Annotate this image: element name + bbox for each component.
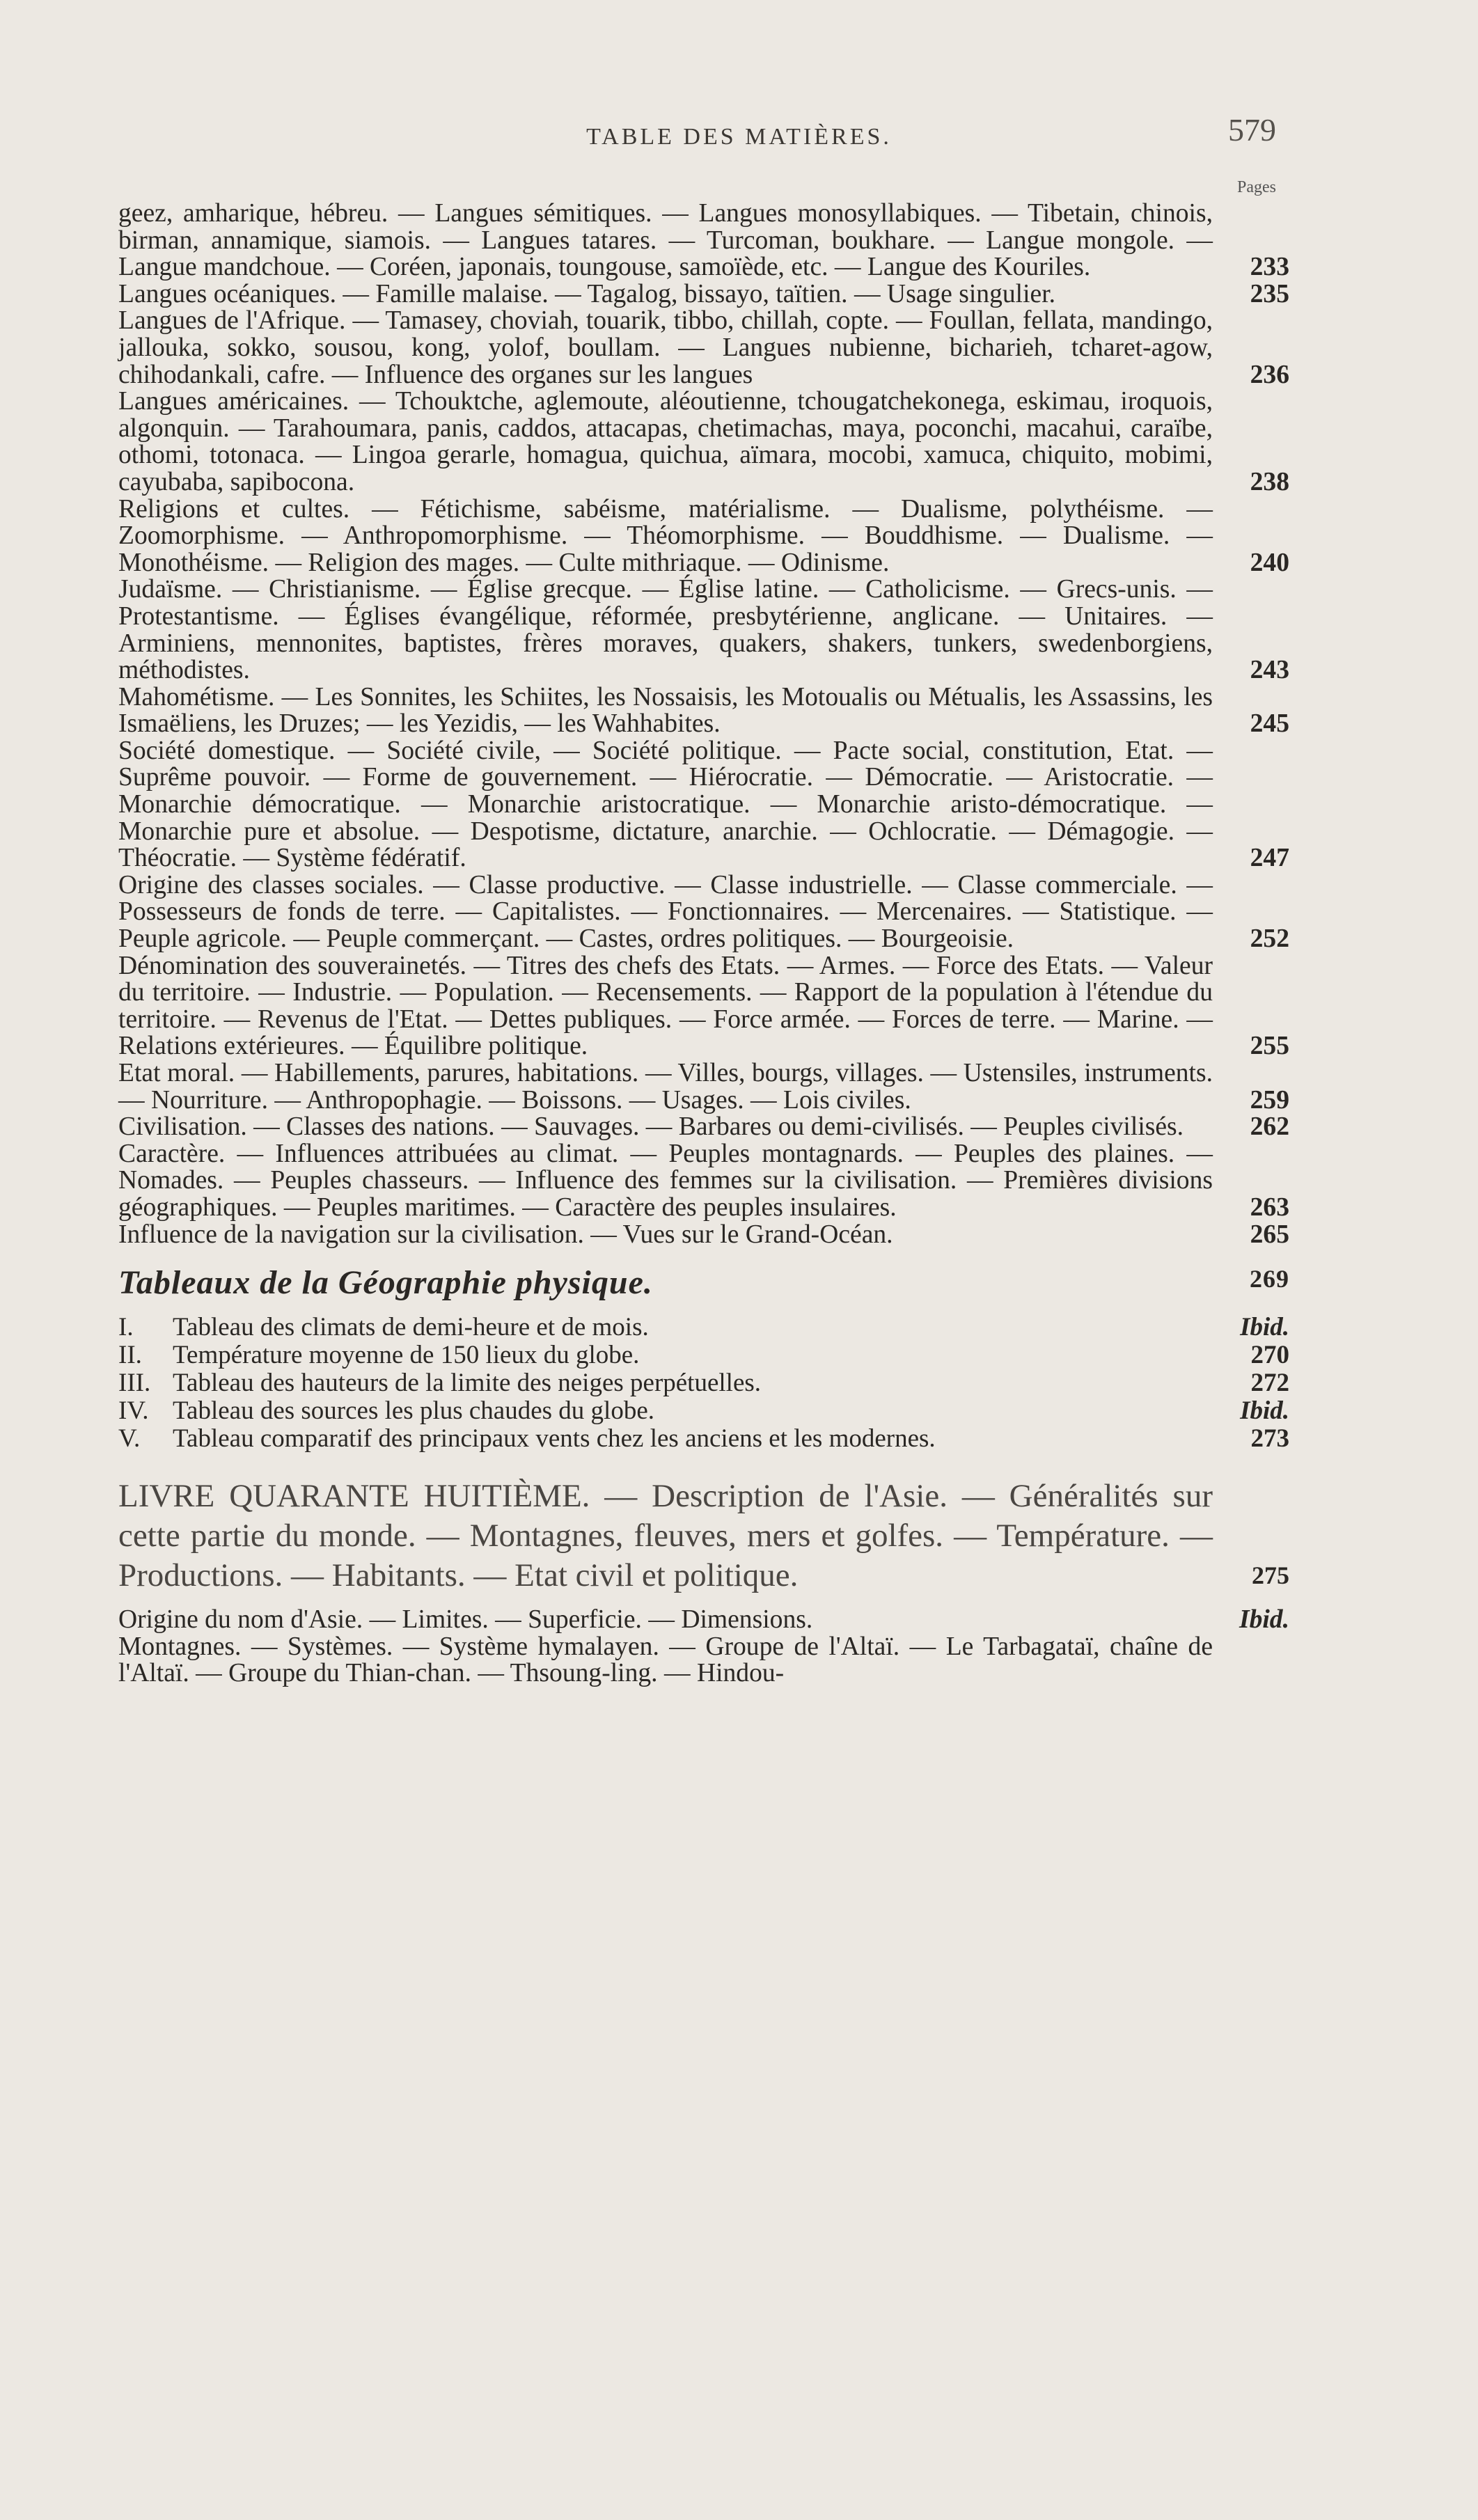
toc-entry: [118, 1222, 1289, 1249]
toc-entry-page: 247: [1250, 844, 1289, 873]
table-page: 270: [1250, 1341, 1289, 1370]
toc-entry-text: Langues océaniques. — Famille malaise. — Tagalog, bissayo, taïtien. — Usage singulier.: [118, 279, 1056, 308]
section-heading: [118, 1263, 1289, 1302]
table-list-item: [118, 1397, 1289, 1425]
table-title: Tableau comparatif des principaux vents chez les anciens et les modernes.: [173, 1424, 936, 1454]
toc-entry-page: Ibid.: [1239, 1605, 1289, 1635]
table-title: Tableau des hauteurs de la limite des neiges perpétuelles.: [173, 1369, 762, 1398]
table-list-item: [118, 1425, 1289, 1453]
toc-entry-text: Judaïsme. — Christianisme. — Église grecque. — Église latine. — Catholicisme. — Grecs-unis. — Protestantisme. — Églises évangélique, réformée, presbytérienne, anglicane. — Unitaires. — Arminiens, mennonites, baptistes, frères moraves, quakers, shakers, tunkers, swedenborgiens, méthodistes.: [118, 575, 1213, 685]
table-list-item: [118, 1341, 1289, 1369]
toc-entry: [118, 496, 1289, 577]
toc-entry: [118, 388, 1289, 496]
toc-entry-page: 263: [1250, 1192, 1289, 1222]
toc-entry: [118, 308, 1289, 388]
toc-entry-text: Origine des classes sociales. — Classe productive. — Classe industrielle. — Classe commerciale. — Possesseurs de fonds de terre. — Capitalistes. — Fonctionnaires. — Mercenaires. — Statistique. — Peuple agricole. — Peuple commerçant. — Castes, ordres politiques. — Bourgeoisie.: [118, 870, 1213, 954]
book-heading: [118, 1476, 1289, 1596]
running-header-title: TABLE DES MATIÈRES.: [586, 124, 892, 150]
table-title: Tableau des sources les plus chaudes du globe.: [173, 1396, 654, 1426]
toc-entry-text: Religions et cultes. — Fétichisme, sabéisme, matérialisme. — Dualisme, polythéisme. — Zoomorphisme. — Anthropomorphisme. — Théomorphisme. — Bouddhisme. — Dualisme. — Monothéisme. — Religion des mages. — Culte mithriaque. — Odinisme.: [118, 494, 1213, 577]
table-of-contents: [118, 200, 1289, 1687]
toc-entry-text: Influence de la navigation sur la civilisation. — Vues sur le Grand-Océan.: [118, 1220, 893, 1249]
toc-entry-page: 245: [1250, 709, 1289, 739]
toc-entry-text: Caractère. — Influences attribuées au climat. — Peuples montagnards. — Peuples des plaines. — Nomades. — Peuples chasseurs. — Influence des femmes sur la civilisation. — Premières divisions géographiques. — Peuples maritimes. — Caractère des peuples insulaires.: [118, 1139, 1213, 1222]
toc-entry-text: geez, amharique, hébreu. — Langues sémitiques. — Langues monosyllabiques. — Tibetain, chinois, birman, annamique, siamois. — Langues tatares. — Turcoman, boukhare. — Langue mongole. — Langue mandchoue. — Coréen, japonais, toungouse, samoïède, etc. — Langue des Kouriles.: [118, 199, 1213, 282]
table-page: 272: [1250, 1369, 1289, 1398]
pages-column-label: Pages: [1237, 178, 1276, 196]
toc-entry-page: 235: [1250, 279, 1289, 308]
table-page: 273: [1250, 1424, 1289, 1454]
table-list-item: [118, 1369, 1289, 1397]
table-page: Ibid.: [1240, 1313, 1289, 1342]
toc-entry-text: Origine du nom d'Asie. — Limites. — Superficie. — Dimensions.: [118, 1605, 813, 1635]
table-numeral: I.: [118, 1313, 134, 1342]
toc-entry: [118, 684, 1289, 738]
toc-entry-text: Société domestique. — Société civile, — Société politique. — Pacte social, constitution, Etat. — Suprême pouvoir. — Forme de gouvernement. — Hiérocratie. — Démocratie. — Aristocratie. — Monarchie démocratique. — Monarchie aristocratique. — Monarchie aristo-démocratique. — Monarchie pure et absolue. — Despotisme, dictature, anarchie. — Ochlocratie. — Démagogie. — Théocratie. — Système fédératif.: [118, 736, 1213, 873]
toc-entry-page: 252: [1250, 924, 1289, 954]
toc-entry-page: 238: [1250, 467, 1289, 496]
toc-entry-text: Montagnes. — Systèmes. — Système hymalayen. — Groupe de l'Altaï. — Le Tarbagataï, chaîne de l'Altaï. — Groupe du Thian-chan. — Thsoung-ling. — Hindou-: [118, 1632, 1213, 1688]
toc-entry: [118, 1141, 1289, 1222]
table-title: Température moyenne de 150 lieux du globe.: [173, 1341, 640, 1370]
toc-entry-page: 259: [1250, 1085, 1289, 1115]
table-numeral: IV.: [118, 1396, 149, 1426]
book-heading-page: 275: [1252, 1561, 1289, 1590]
toc-entry-text: Dénomination des souverainetés. — Titres des chefs des Etats. — Armes. — Force des Etats. — Valeur du territoire. — Industrie. — Population. — Recensements. — Rapport de la population à l'étendue du territoire. — Revenus de l'Etat. — Dettes publiques. — Force armée. — Forces de terre. — Marine. — Relations extérieures. — Équilibre politique.: [118, 951, 1213, 1061]
toc-entry-text: Langues de l'Afrique. — Tamasey, choviah, touarik, tibbo, chillah, copte. — Foullan, fellata, mandingo, jallouka, sokko, sousou, kong, yolof, boullam. — Langues nubienne, bicharieh, tcharet-agow, chihodankali, cafre. — Influence des organes sur les langues: [118, 306, 1213, 389]
toc-entry-text: Langues américaines. — Tchouktche, aglemoute, aléoutienne, tchougatchekonega, eskimau, iroquois, algonquin. — Tarahoumara, panis, caddos, attacapas, chetimachas, maya, poconchi, macahui, caraïbe, othomi, totonaca. — Lingoa gerarle, homagua, quichua, aïmara, mocobi, xamuca, chiquito, mobimi, cayubaba, sapibocona.: [118, 387, 1213, 496]
toc-entry: [118, 281, 1289, 308]
toc-entry-page: 265: [1250, 1220, 1289, 1249]
toc-entry-text: Etat moral. — Habillements, parures, habitations. — Villes, bourgs, villages. — Ustensiles, instruments. — Nourriture. — Anthropophagie. — Boissons. — Usages. — Lois civiles.: [118, 1059, 1213, 1115]
toc-entry: [118, 738, 1289, 872]
toc-entry-text: Mahométisme. — Les Sonnites, les Schiites, les Nossaisis, les Motoualis ou Métualis, les Assassins, les Ismaëliens, les Druzes; — les Yezidis, — les Wahhabites.: [118, 682, 1213, 739]
toc-entry: [118, 1634, 1289, 1687]
section-page: 269: [1250, 1265, 1289, 1293]
toc-entry-page: 262: [1250, 1112, 1289, 1142]
toc-entry: [118, 872, 1289, 953]
table-numeral: V.: [118, 1424, 141, 1454]
toc-entry-text: Civilisation. — Classes des nations. — Sauvages. — Barbares ou demi-civilisés. — Peuples civilisés.: [118, 1112, 1184, 1142]
table-numeral: III.: [118, 1369, 151, 1398]
toc-entry-page: 255: [1250, 1032, 1289, 1061]
toc-entry: [118, 576, 1289, 684]
book-heading-text: LIVRE QUARANTE HUITIÈME. — Description de l'Asie. — Généralités sur cette partie du monde. — Montagnes, fleuves, mers et golfes. — Température. — Productions. — Habitants. — Etat civil et politique.: [118, 1478, 1213, 1594]
table-page: Ibid.: [1240, 1396, 1289, 1426]
toc-entry-page: 243: [1250, 656, 1289, 685]
table-list-item: [118, 1314, 1289, 1341]
toc-entry: [118, 953, 1289, 1060]
toc-entry: [118, 200, 1289, 281]
toc-entry-page: 236: [1250, 360, 1289, 389]
toc-entry: [118, 1060, 1289, 1114]
toc-entry: [118, 1607, 1289, 1634]
table-title: Tableau des climats de demi-heure et de mois.: [173, 1313, 649, 1342]
toc-entry: [118, 1114, 1289, 1141]
toc-entry-page: 233: [1250, 253, 1289, 282]
section-title: Tableaux de la Géographie physique.: [118, 1264, 653, 1302]
toc-entry-page: 240: [1250, 548, 1289, 577]
table-numeral: II.: [118, 1341, 142, 1370]
page-number: 579: [1228, 112, 1276, 148]
